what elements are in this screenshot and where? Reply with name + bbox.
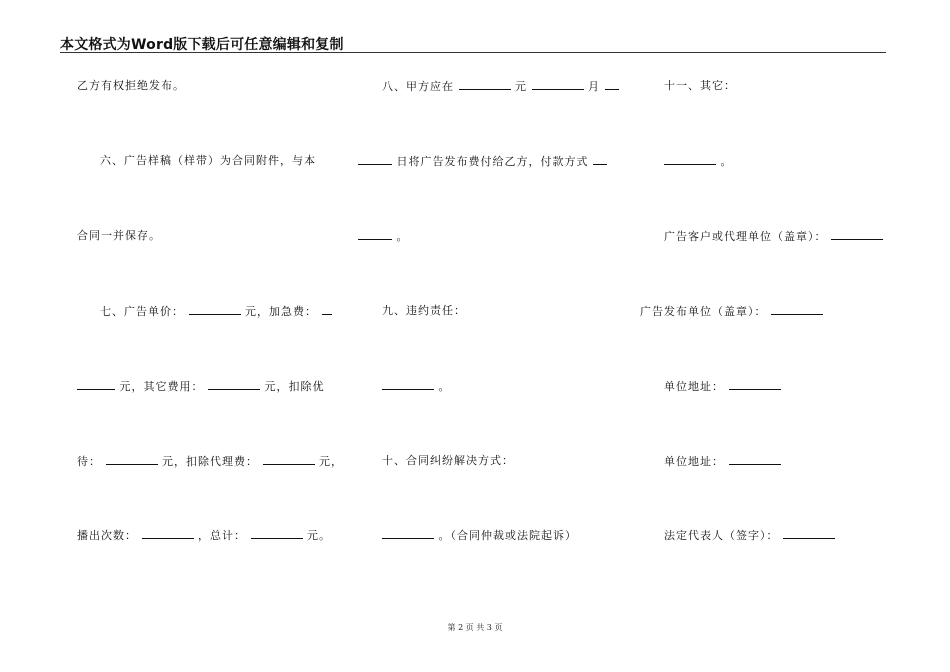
middle-line-7 — [382, 528, 577, 543]
text: ，总计： — [198, 529, 246, 542]
text: 单位地址： — [664, 380, 724, 393]
text: 十、合同纠纷解决方式： — [382, 454, 514, 467]
text: 九、违约责任： — [382, 304, 466, 317]
middle-line-3 — [358, 229, 409, 244]
right-line-4 — [640, 304, 823, 319]
text: 元 — [515, 80, 527, 93]
text: 法定代表人（签字）： — [664, 529, 779, 542]
text: 。 — [396, 230, 409, 243]
text: 月 — [588, 80, 600, 93]
fill-blank[interactable] — [459, 79, 511, 90]
fill-blank[interactable] — [263, 454, 315, 465]
right-line-5 — [664, 379, 781, 394]
fill-blank[interactable] — [142, 528, 194, 539]
right-line-7 — [664, 528, 835, 543]
text: 十一、其它： — [664, 79, 736, 92]
fill-blank[interactable] — [532, 79, 584, 90]
fill-blank[interactable] — [593, 154, 607, 165]
document-header-title: 本文格式为Word版下载后可任意编辑和复制 — [60, 37, 344, 53]
page-number: 第 2 页 共 3 页 — [447, 623, 503, 632]
right-line-3 — [664, 229, 883, 244]
text: 七、广告单价： — [100, 305, 184, 318]
text: 单位地址： — [664, 455, 724, 468]
right-line-2 — [664, 154, 733, 169]
left-line-5 — [77, 379, 325, 394]
fill-blank[interactable] — [322, 304, 332, 315]
fill-blank[interactable] — [729, 454, 781, 465]
fill-blank[interactable] — [189, 304, 241, 315]
header-divider — [60, 52, 886, 53]
text: 元。 — [307, 529, 331, 542]
text: 八、甲方应在 — [382, 80, 454, 93]
text: 乙方有权拒绝发布。 — [77, 79, 185, 92]
text: 。 — [438, 380, 451, 393]
middle-line-2 — [358, 154, 607, 169]
left-line-4 — [100, 304, 332, 319]
right-line-6 — [664, 454, 781, 469]
middle-line-5 — [382, 379, 451, 394]
fill-blank[interactable] — [106, 454, 158, 465]
fill-blank[interactable] — [251, 528, 303, 539]
fill-blank[interactable] — [358, 229, 392, 240]
fill-blank[interactable] — [358, 154, 392, 165]
text: 。 — [720, 155, 733, 168]
fill-blank[interactable] — [771, 304, 823, 315]
text: 六、广告样稿（样带）为合同附件，与本 — [100, 154, 316, 167]
text: 播出次数： — [77, 529, 137, 542]
fill-blank[interactable] — [664, 154, 716, 165]
middle-line-6 — [382, 454, 514, 468]
text: 。（合同仲裁或法院起诉） — [438, 529, 577, 542]
fill-blank[interactable] — [208, 379, 260, 390]
text: 元，扣除优 — [264, 380, 325, 393]
text: 元，加急费： — [245, 305, 317, 318]
left-line-2 — [100, 154, 316, 168]
fill-blank[interactable] — [382, 379, 434, 390]
text: 元，其它费用： — [119, 380, 204, 393]
left-line-1 — [77, 79, 185, 93]
text: 元， — [319, 455, 343, 468]
middle-line-4 — [382, 304, 466, 318]
left-line-7 — [77, 528, 331, 543]
right-line-1 — [664, 79, 736, 93]
text: 广告发布单位（盖章）： — [640, 305, 767, 318]
fill-blank[interactable] — [783, 528, 835, 539]
left-line-6 — [77, 454, 343, 469]
text: 日将广告发布费付给乙方，付款方式 — [396, 155, 589, 168]
text: 合同一并保存。 — [77, 229, 161, 242]
fill-blank[interactable] — [831, 229, 883, 240]
fill-blank[interactable] — [605, 79, 619, 90]
fill-blank[interactable] — [77, 379, 115, 390]
text: 广告客户或代理单位（盖章）： — [664, 230, 827, 243]
left-line-3 — [77, 229, 161, 243]
middle-line-1 — [382, 79, 619, 94]
fill-blank[interactable] — [382, 528, 434, 539]
fill-blank[interactable] — [729, 379, 781, 390]
text: 元，扣除代理费： — [162, 455, 258, 468]
text: 待： — [77, 455, 101, 468]
